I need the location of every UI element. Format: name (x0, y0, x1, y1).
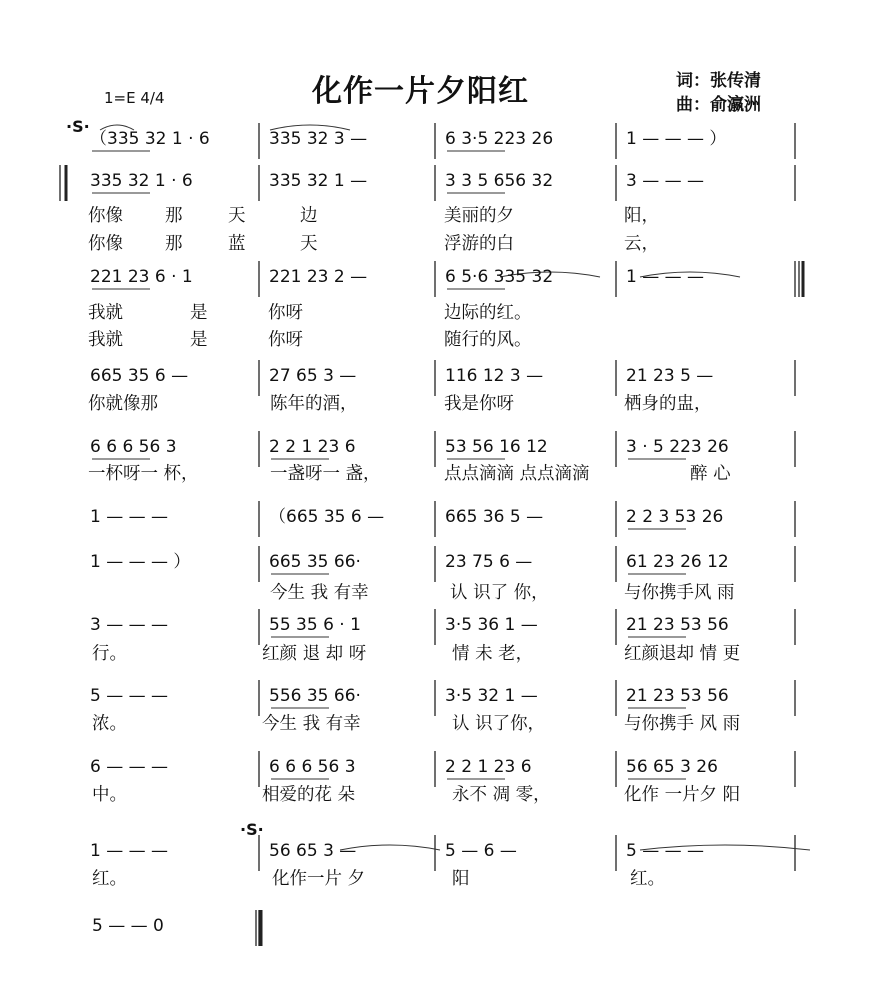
lyric-text: 一杯呀一 杯， (88, 464, 199, 484)
measure-notes: 5 — 6 — (445, 841, 517, 861)
measure-notes: 1 — — — ） (90, 552, 191, 572)
lyric-text: 你像 (88, 234, 123, 254)
lyric-text: 随行的风。 (444, 330, 532, 350)
measure-notes: 5 — — 0 (92, 916, 164, 936)
lyric-text: 化作一片 夕 (272, 869, 366, 889)
measure-notes: 335 32 3 — (269, 129, 368, 149)
lyricist-credit: 词：张传清 (676, 71, 761, 91)
measure-notes: 335 32 1 · 6 (90, 171, 193, 191)
lyric-text: 红。 (92, 869, 127, 889)
lyric-text: 云， (624, 234, 659, 254)
lyric-text: 中。 (92, 785, 127, 805)
measure-notes: 56 65 3 — (269, 841, 357, 861)
measure-notes: 21 23 53 56 (626, 615, 729, 635)
lyric-text: 一盏呀一 盏， (270, 464, 381, 484)
measure-notes: 2 2 1 23 6 (445, 757, 532, 777)
measure-notes: 1 — — — (90, 507, 169, 527)
lyric-text: 相爱的花 朵 (262, 785, 356, 805)
lyric-text: 边际的红。 (444, 303, 532, 323)
measure-notes: 1 — — — (90, 841, 169, 861)
lyric-text: 我就 (88, 303, 123, 323)
measure-notes: 6 5·6 335 32 (445, 267, 554, 287)
lyric-text: 与你携手风 雨 (624, 583, 735, 603)
measure-notes: 665 35 6 — (90, 366, 189, 386)
measure-notes: 3·5 36 1 — (445, 615, 538, 635)
measure-notes: 221 23 2 — (269, 267, 368, 287)
measure-notes: 5 — — — (626, 841, 705, 861)
lyric-text: 蓝 (228, 234, 246, 254)
lyric-text: 认 识了你， (452, 714, 546, 734)
segno-sign-end: ·S· (240, 820, 264, 839)
lyric-text: 点点滴滴 点点滴滴 (444, 464, 590, 484)
measure-notes: （665 35 6 — (269, 507, 385, 527)
lyric-text: 你呀 (268, 330, 303, 350)
lyric-text: 与你携手 风 雨 (624, 714, 741, 734)
measure-notes: 6 3·5 223 26 (445, 129, 554, 149)
lyric-text: 红颜 退 却 呀 (262, 644, 367, 664)
measure-notes: 23 75 6 — (445, 552, 533, 572)
measure-notes: 116 12 3 — (445, 366, 544, 386)
lyric-text: 红。 (630, 869, 665, 889)
lyric-text: 今生 我 有幸 (262, 714, 361, 734)
measure-notes: 53 56 16 12 (445, 437, 548, 457)
segno-sign-start: ·S· (66, 117, 90, 136)
measure-notes: 61 23 26 12 (626, 552, 729, 572)
lyric-text: 永不 凋 零， (452, 785, 551, 805)
measure-notes: 3 · 5 223 26 (626, 437, 729, 457)
measure-notes: 1 — — — (626, 267, 705, 287)
lyric-text: 阳 (452, 869, 470, 889)
measure-notes: 221 23 6 · 1 (90, 267, 193, 287)
lyric-text: 那 (165, 206, 183, 226)
measure-notes: 2 2 3 53 26 (626, 507, 724, 527)
lyric-text: 醉 心 (690, 464, 731, 484)
measure-notes: 21 23 5 — (626, 366, 714, 386)
lyric-text: 你就像那 (88, 394, 158, 414)
measure-notes: 1 — — — ） (626, 129, 727, 149)
lyric-text: 认 识了 你， (450, 583, 549, 603)
measure-notes: （335 32 1 · 6 (90, 129, 210, 149)
lyric-text: 你呀 (268, 303, 303, 323)
measure-notes: 5 — — — (90, 686, 169, 706)
measure-notes: 665 35 66· (269, 552, 361, 572)
measure-notes: 6 6 6 56 3 (269, 757, 356, 777)
lyric-text: 我就 (88, 330, 123, 350)
lyric-text: 美丽的夕 (444, 206, 514, 226)
measure-notes: 27 65 3 — (269, 366, 357, 386)
lyric-text: 化作 一片夕 阳 (624, 785, 741, 805)
key-signature: 1=E 4/4 (104, 89, 165, 107)
lyric-text: 行。 (92, 644, 127, 664)
lyric-text: 我是你呀 (444, 394, 514, 414)
lyric-text: 浮游的白 (444, 234, 514, 254)
lyric-text: 天 (228, 206, 246, 226)
measure-notes: 55 35 6 · 1 (269, 615, 361, 635)
lyric-text: 红颜退却 情 更 (624, 644, 741, 664)
measure-notes: 335 32 1 — (269, 171, 368, 191)
measure-notes: 665 36 5 — (445, 507, 544, 527)
measure-notes: 6 — — — (90, 757, 169, 777)
lyric-text: 天 (300, 234, 318, 254)
measure-notes: 56 65 3 26 (626, 757, 718, 777)
measure-notes: 2 2 1 23 6 (269, 437, 356, 457)
measure-notes: 3 3 5 656 32 (445, 171, 554, 191)
measure-notes: 3 — — — (626, 171, 705, 191)
measure-notes: 6 6 6 56 3 (90, 437, 177, 457)
lyric-text: 那 (165, 234, 183, 254)
measure-notes: 3·5 32 1 — (445, 686, 538, 706)
lyric-text: 你像 (88, 206, 123, 226)
lyric-text: 是 (190, 303, 208, 323)
lyric-text: 阳， (624, 206, 659, 226)
lyric-text: 是 (190, 330, 208, 350)
measure-notes: 3 — — — (90, 615, 169, 635)
song-title: 化作一片夕阳红 (312, 74, 529, 109)
lyric-text: 栖身的盅， (624, 394, 712, 414)
lyric-text: 今生 我 有幸 (270, 583, 369, 603)
lyric-text: 浓。 (92, 714, 127, 734)
measure-notes: 21 23 53 56 (626, 686, 729, 706)
lyric-text: 陈年的酒， (270, 394, 358, 414)
lyric-text: 边 (300, 206, 318, 226)
composer-credit: 曲：俞瀛洲 (676, 95, 761, 115)
measure-notes: 556 35 66· (269, 686, 361, 706)
lyric-text: 情 未 老， (452, 644, 534, 664)
